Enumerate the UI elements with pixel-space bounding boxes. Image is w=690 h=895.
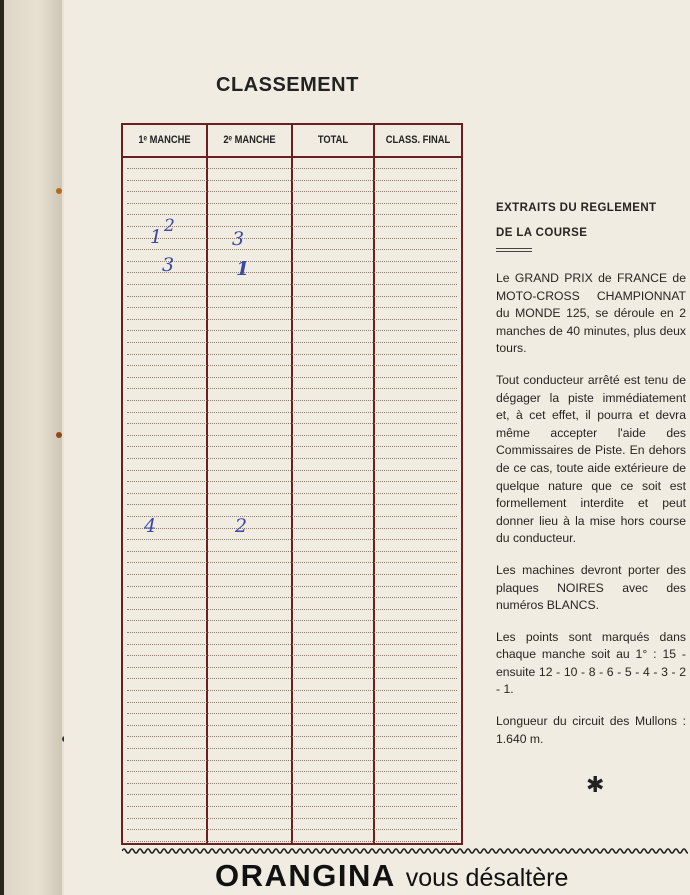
header-manche-2: 2ᵉ MANCHE [223,134,276,146]
row-rule [127,632,457,633]
rule-paragraph: Longueur du circuit des Mullons : 1.640 m. [496,714,686,746]
row-rule [127,748,457,749]
row-rule [127,562,457,563]
row-rule [127,597,457,598]
row-rule [127,794,457,795]
row-rule [127,620,457,621]
row-rule [127,678,457,679]
row-rule [127,168,457,169]
row-rule [127,516,457,517]
row-rule [127,284,457,285]
row-rule [127,783,457,784]
row-rule [127,470,457,471]
row-rule [127,203,457,204]
row-rule [127,806,457,807]
row-rule [127,458,457,459]
left-page-edge [0,0,62,895]
staple-mark [56,432,62,438]
rule-paragraph: Tout conducteur arrêté est tenu de dégager la piste immédiatement et, à cet effet, il pourra et devra même accepter l'aide des Commissaires de Piste. En dehors de ce cas, toute aide extérieure de quelque nature que ce soit est formellement interdite et peut donner lieu à la mise hors course du conducteur. [496,372,686,546]
row-rule [127,319,457,320]
heading-underline [496,248,532,252]
row-rule [127,388,457,389]
row-rule [127,249,457,250]
row-rule [127,771,457,772]
binding-shadow [0,0,4,895]
row-rule [127,574,457,575]
rule-paragraph: Les machines devront porter des plaques NOIRES avec des numéros BLANCS. [496,562,686,613]
handwritten-rank: 3 [162,254,175,276]
row-rule [127,667,457,668]
row-rule [127,644,457,645]
row-rule [127,423,457,424]
rules-heading-line2: DE LA COURSE [496,227,588,239]
row-rule [127,539,457,540]
orangina-logo-text: ORANGINA [215,858,396,893]
row-rule [127,829,457,830]
row-rule [127,528,457,529]
row-rule [127,342,457,343]
row-rule [127,690,457,691]
row-rule [127,841,457,842]
row-rule [127,435,457,436]
rule-paragraph: Le GRAND PRIX de FRANCE de MOTO-CROSS CHAMPIONNAT du MONDE 125, se déroule en 2 manches de 40 minutes, plus deux tours. [496,271,686,356]
row-rule [127,609,457,610]
row-rule [127,725,457,726]
row-rule [127,296,457,297]
rule-paragraph: Les points sont marqués dans chaque manche soit au 1° : 15 - ensuite 12 - 10 - 8 - 6 - 5 - 4 - 3 - 2 - 1. [496,629,686,697]
advert-footer [215,858,568,894]
advert-tagline: vous désaltère [405,864,569,892]
row-rule [127,412,457,413]
rules-sidebar [496,196,686,762]
row-rule [127,180,457,181]
row-rule [127,307,457,308]
row-rule [127,377,457,378]
row-rule [127,504,457,505]
row-rule [127,214,457,215]
handwritten-rank: 2 [235,515,248,537]
row-rule [127,238,457,239]
row-rule [127,481,457,482]
handwritten-rank: 1 [150,226,163,248]
row-rule [127,261,457,262]
row-rule [127,365,457,366]
row-rule [127,226,457,227]
page-title: CLASSEMENT [216,74,359,96]
row-rule [127,354,457,355]
row-rule [127,713,457,714]
row-rule [127,760,457,761]
row-rule [127,446,457,447]
handwritten-rank: 1 [236,258,250,280]
handwritten-rank: 4 [144,515,157,537]
row-rule [127,655,457,656]
header-class-final: CLASS. FINAL [385,134,451,146]
header-total: TOTAL [317,134,349,146]
row-rule [127,551,457,552]
row-rule [127,586,457,587]
handwritten-rank: 2 [164,216,175,236]
asterisk-icon: ✱ [586,772,605,797]
header-manche-1: 1ᵉ MANCHE [138,134,191,146]
row-rule [127,191,457,192]
row-rule [127,702,457,703]
row-rule [127,330,457,331]
row-rule [127,736,457,737]
handwritten-rank: 3 [232,228,245,250]
staple-mark [56,188,62,194]
row-rule [127,818,457,819]
row-rule [127,400,457,401]
row-rule [127,272,457,273]
rules-heading-line1: EXTRAITS DU REGLEMENT [496,202,657,214]
row-rule [127,493,457,494]
wavy-divider [122,846,688,856]
